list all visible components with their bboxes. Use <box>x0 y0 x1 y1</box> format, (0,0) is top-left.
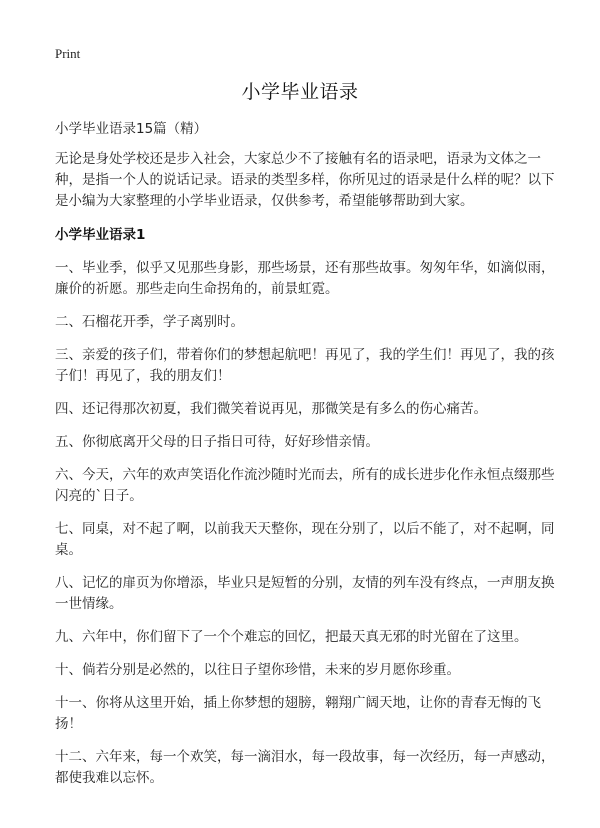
print-label: Print <box>55 46 81 61</box>
quote-item-12: 十二、六年来，每一个欢笑，每一滴泪水，每一段故事，每一次经历，每一声感动，都使我难以忘怀。 <box>55 749 555 786</box>
document-subtitle: 小学毕业语录15篇（精） <box>55 121 208 137</box>
quote-item-6: 六、今天，六年的欢声笑语化作流沙随时光而去，所有的成长进步化作永恒点缀那些闪亮的`日子。 <box>55 467 555 504</box>
quote-item-8: 八、记忆的扉页为你增添，毕业只是短暂的分别，友情的列车没有终点，一声朋友换一世情缘。 <box>55 575 555 612</box>
quote-item-2: 二、石榴花开季，学子离别时。 <box>55 314 244 330</box>
section-heading: 小学毕业语录1 <box>55 227 146 243</box>
document-title: 小学毕业语录 <box>241 81 359 103</box>
quote-item-4: 四、还记得那次初夏，我们微笑着说再见，那微笑是有多么的伤心痛苦。 <box>55 401 487 417</box>
quote-item-10: 十、倘若分别是必然的，以往日子望你珍惜，未来的岁月愿你珍重。 <box>55 662 460 678</box>
quote-item-1: 一、毕业季，似乎又见那些身影，那些场景，还有那些故事。匆匆年华，如滴似雨，廉价的祈愿。那些走向生命拐角的，前景虹霓。 <box>55 260 555 297</box>
quote-item-3: 三、亲爱的孩子们，带着你们的梦想起航吧！再见了，我的学生们！再见了，我的孩子们！再见了，我的朋友们！ <box>55 347 555 384</box>
quote-item-7: 七、同桌，对不起了啊，以前我天天整你，现在分别了，以后不能了，对不起啊，同桌。 <box>55 521 555 558</box>
quote-item-9: 九、六年中，你们留下了一个个难忘的回忆，把最天真无邪的时光留在了这里。 <box>55 629 528 645</box>
quote-item-11: 十一、你将从这里开始，插上你梦想的翅膀，翱翔广阔天地，让你的青春无悔的飞扬！ <box>55 695 541 732</box>
document-body <box>55 149 555 801</box>
quote-item-5: 五、你彻底离开父母的日子指日可待，好好珍惜亲情。 <box>55 434 379 450</box>
intro-paragraph: 无论是身处学校还是步入社会，大家总少不了接触有名的语录吧，语录为文体之一种，是指一个人的说话记录。语录的类型多样，你所见过的语录是什么样的呢？以下是小编为大家整理的小学毕业语录，仅供参考，希望能够帮助到大家。 <box>55 151 555 209</box>
